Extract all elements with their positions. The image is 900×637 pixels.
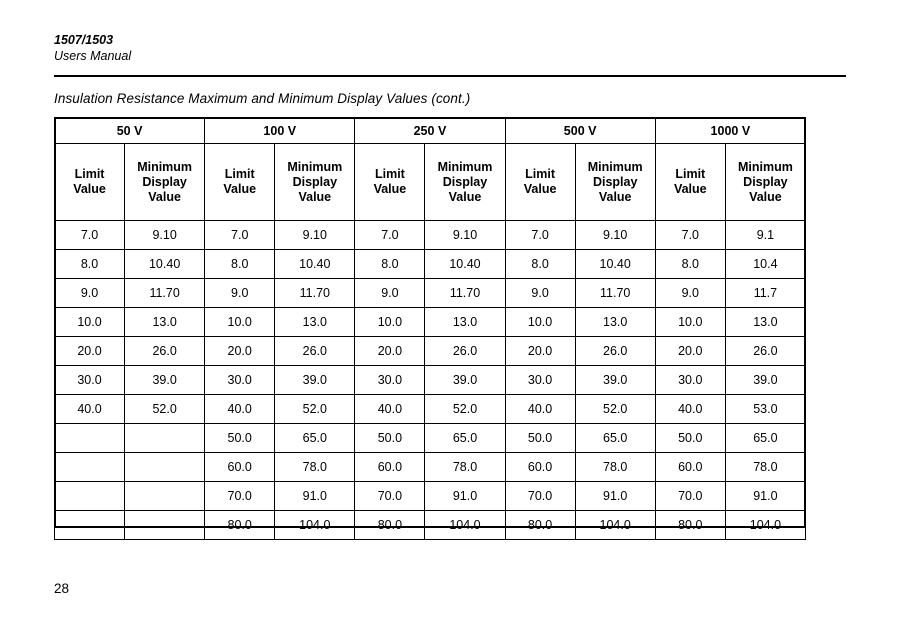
- table-cell: 80.0: [505, 511, 575, 540]
- table-row: [55, 279, 806, 308]
- table-cell: 26.0: [575, 337, 655, 366]
- table-cell: 52.0: [275, 395, 355, 424]
- table-cell: 10.40: [125, 250, 205, 279]
- subheader-minimum-display-value: [125, 144, 205, 221]
- table-cell: 40.0: [55, 395, 125, 424]
- table-cell: 20.0: [505, 337, 575, 366]
- table-cell: 9.1: [725, 221, 805, 250]
- table-cell: 53.0: [725, 395, 805, 424]
- table-cell: [125, 482, 205, 511]
- table-cell: 7.0: [355, 221, 425, 250]
- table-cell: 13.0: [275, 308, 355, 337]
- header-divider: [54, 75, 846, 77]
- table-cell: 39.0: [725, 366, 805, 395]
- table-body: [55, 221, 806, 540]
- table-cell: 65.0: [725, 424, 805, 453]
- table-cell: 40.0: [655, 395, 725, 424]
- table-cell: 70.0: [355, 482, 425, 511]
- table-cell: 91.0: [725, 482, 805, 511]
- table-cell: 9.10: [275, 221, 355, 250]
- header-model: 1507/1503: [54, 33, 114, 47]
- table-cell: 40.0: [505, 395, 575, 424]
- table-cell: 20.0: [55, 337, 125, 366]
- table-cell: 65.0: [425, 424, 505, 453]
- subheader-text-line: Minimum: [737, 159, 793, 174]
- table-cell: 60.0: [355, 453, 425, 482]
- subheader-text-line: Minimum: [137, 159, 193, 174]
- table-cell: 7.0: [205, 221, 275, 250]
- subheader-limit-value: [205, 144, 275, 221]
- subheader-minimum-display-value: [575, 144, 655, 221]
- table-cell: 78.0: [725, 453, 805, 482]
- table-cell: 10.0: [205, 308, 275, 337]
- table-row: [55, 511, 806, 540]
- table-cell: 26.0: [275, 337, 355, 366]
- table-cell: 13.0: [725, 308, 805, 337]
- table-cell: 65.0: [275, 424, 355, 453]
- table-cell: 9.0: [355, 279, 425, 308]
- table-cell: 50.0: [355, 424, 425, 453]
- subheader-text-line: Value: [298, 189, 332, 204]
- table-subheader-row: [55, 144, 806, 221]
- table-cell: 78.0: [575, 453, 655, 482]
- insulation-resistance-table: [54, 117, 806, 540]
- table-cell: 60.0: [505, 453, 575, 482]
- table-cell: 30.0: [55, 366, 125, 395]
- table-cell: 78.0: [425, 453, 505, 482]
- table-cell: 39.0: [575, 366, 655, 395]
- subheader-text-line: Value: [523, 182, 557, 196]
- subheader-text-line: Value: [373, 182, 407, 196]
- subheader-text-line: Display: [592, 174, 638, 189]
- subheader-text-line: Limit: [224, 167, 255, 181]
- table-cell: 70.0: [505, 482, 575, 511]
- table-cell: 91.0: [275, 482, 355, 511]
- subheader-text-line: Value: [148, 189, 181, 204]
- table-cell: 52.0: [575, 395, 655, 424]
- subheader-limit-value: [505, 144, 575, 221]
- table-cell: 30.0: [205, 366, 275, 395]
- table-cell: 20.0: [205, 337, 275, 366]
- table-cell: 9.10: [125, 221, 205, 250]
- table-cell: 30.0: [655, 366, 725, 395]
- table-cell: 104.0: [725, 511, 805, 540]
- table-cell: 13.0: [575, 308, 655, 337]
- group-header-500v: 500 V: [505, 118, 655, 144]
- table-cell: 9.0: [655, 279, 725, 308]
- table-cell: 30.0: [505, 366, 575, 395]
- table-cell: 52.0: [425, 395, 505, 424]
- table-cell: 91.0: [425, 482, 505, 511]
- subheader-text-line: Limit: [525, 167, 556, 181]
- subheader-text-line: Value: [749, 189, 782, 204]
- group-header-50v: 50 V: [55, 118, 205, 144]
- table-cell: 11.70: [425, 279, 505, 308]
- table-cell: 10.0: [355, 308, 425, 337]
- table-cell: 39.0: [425, 366, 505, 395]
- table-cell: 78.0: [275, 453, 355, 482]
- table-cell: 104.0: [275, 511, 355, 540]
- table-cell: 10.0: [505, 308, 575, 337]
- table-cell: 8.0: [355, 250, 425, 279]
- table-cell: 11.70: [275, 279, 355, 308]
- subheader-text-line: Value: [673, 182, 707, 196]
- table-cell: 20.0: [655, 337, 725, 366]
- table-row: [55, 308, 806, 337]
- table-cell: [55, 511, 125, 540]
- subheader-text-line: Value: [598, 189, 632, 204]
- table-caption: Insulation Resistance Maximum and Minimum Display Values (cont.): [54, 91, 471, 106]
- table-row: [55, 366, 806, 395]
- table-cell: 80.0: [655, 511, 725, 540]
- page-header: [54, 32, 846, 64]
- table-cell: 40.0: [205, 395, 275, 424]
- subheader-text-line: Display: [292, 174, 338, 189]
- group-header-1000v: 1000 V: [655, 118, 805, 144]
- table-cell: 91.0: [575, 482, 655, 511]
- table-cell: 8.0: [655, 250, 725, 279]
- subheader-text-line: Display: [142, 174, 187, 189]
- table-cell: [125, 424, 205, 453]
- table-head: [55, 118, 806, 221]
- table-cell: 9.10: [575, 221, 655, 250]
- table-cell: 8.0: [205, 250, 275, 279]
- table-row: [55, 482, 806, 511]
- table-cell: 70.0: [655, 482, 725, 511]
- header-doc-type: Users Manual: [54, 49, 132, 63]
- table-cell: 26.0: [725, 337, 805, 366]
- table-cell: 80.0: [355, 511, 425, 540]
- table-cell: 11.70: [125, 279, 205, 308]
- table-row: [55, 221, 806, 250]
- group-header-100v: 100 V: [205, 118, 355, 144]
- table-cell: 8.0: [55, 250, 125, 279]
- table-cell: 8.0: [505, 250, 575, 279]
- subheader-minimum-display-value: [275, 144, 355, 221]
- subheader-text-line: Minimum: [587, 159, 643, 174]
- subheader-text-line: Limit: [675, 167, 706, 181]
- subheader-text-line: Value: [448, 189, 482, 204]
- table-cell: [125, 511, 205, 540]
- table-cell: 26.0: [125, 337, 205, 366]
- subheader-text-line: Limit: [374, 167, 405, 181]
- subheader-text-line: Minimum: [287, 159, 343, 174]
- table-cell: 10.40: [425, 250, 505, 279]
- table-cell: 20.0: [355, 337, 425, 366]
- table-cell: 9.0: [205, 279, 275, 308]
- table-row: [55, 453, 806, 482]
- subheader-limit-value: [655, 144, 725, 221]
- table-cell: [55, 482, 125, 511]
- table-row: [55, 424, 806, 453]
- group-header-250v: 250 V: [355, 118, 505, 144]
- table-cell: 39.0: [275, 366, 355, 395]
- subheader-limit-value: [355, 144, 425, 221]
- table-cell: 30.0: [355, 366, 425, 395]
- subheader-text-line: Display: [743, 174, 788, 189]
- subheader-text-line: Limit: [74, 167, 105, 181]
- table-cell: 13.0: [125, 308, 205, 337]
- table-cell: 70.0: [205, 482, 275, 511]
- table-cell: 40.0: [355, 395, 425, 424]
- table-cell: 13.0: [425, 308, 505, 337]
- subheader-text-line: Value: [223, 182, 257, 196]
- subheader-text-line: Minimum: [437, 159, 493, 174]
- table-cell: 80.0: [205, 511, 275, 540]
- table-cell: 104.0: [575, 511, 655, 540]
- table-cell: 10.40: [275, 250, 355, 279]
- table-cell: 50.0: [655, 424, 725, 453]
- table-cell: 9.0: [505, 279, 575, 308]
- table-row: [55, 337, 806, 366]
- table-cell: 11.7: [725, 279, 805, 308]
- table-cell: 65.0: [575, 424, 655, 453]
- table-row: [55, 250, 806, 279]
- table-cell: [55, 453, 125, 482]
- table-cell: 60.0: [205, 453, 275, 482]
- table-cell: 104.0: [425, 511, 505, 540]
- table-cell: 10.40: [575, 250, 655, 279]
- table-cell: 50.0: [205, 424, 275, 453]
- table-cell: 39.0: [125, 366, 205, 395]
- table-cell: 10.4: [725, 250, 805, 279]
- table-cell: 7.0: [655, 221, 725, 250]
- table-cell: 26.0: [425, 337, 505, 366]
- subheader-limit-value: [55, 144, 125, 221]
- subheader-minimum-display-value: [725, 144, 805, 221]
- table-row: [55, 395, 806, 424]
- table-cell: 50.0: [505, 424, 575, 453]
- subheader-text-line: Value: [73, 182, 106, 196]
- table-cell: [55, 424, 125, 453]
- table-cell: 60.0: [655, 453, 725, 482]
- page-number: 28: [54, 581, 70, 596]
- table-cell: 52.0: [125, 395, 205, 424]
- subheader-text-line: Display: [442, 174, 488, 189]
- table-cell: [125, 453, 205, 482]
- table-cell: 9.0: [55, 279, 125, 308]
- table-cell: 9.10: [425, 221, 505, 250]
- table-cell: 10.0: [655, 308, 725, 337]
- table-cell: 7.0: [505, 221, 575, 250]
- subheader-minimum-display-value: [425, 144, 505, 221]
- table-cell: 11.70: [575, 279, 655, 308]
- table-group-header-row: [55, 118, 806, 144]
- table-cell: 10.0: [55, 308, 125, 337]
- table-cell: 7.0: [55, 221, 125, 250]
